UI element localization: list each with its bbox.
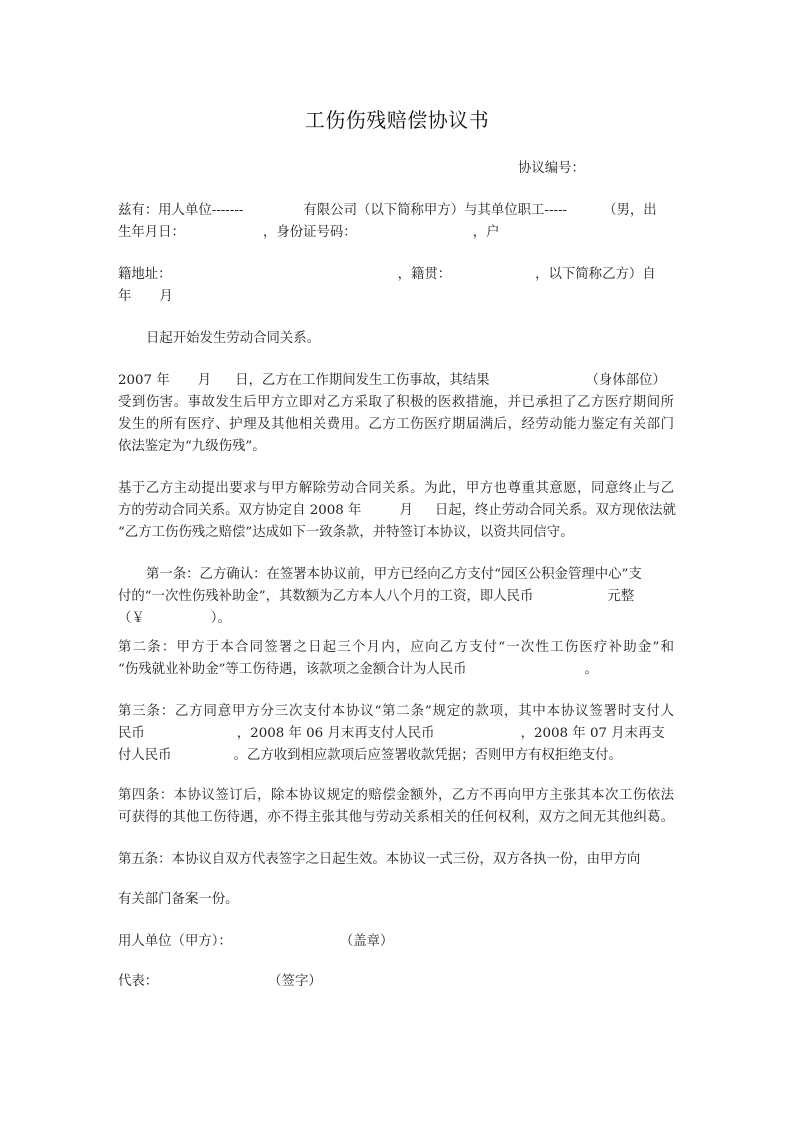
agreement-number-label: 协议编号： — [518, 161, 585, 176]
incident-text: （身体部位） — [585, 373, 666, 388]
representative-signature-line — [118, 971, 322, 993]
incident-text: 日，乙方在工作期间发生工伤事故，其结果 — [235, 373, 490, 388]
intro-line-5: 日起开始发生劳动合同关系。 — [146, 331, 321, 346]
article-2-line-2 — [118, 659, 598, 681]
article-1-text: （￥ — [118, 611, 145, 626]
article-3-text: ，2008 年 07 月末再支 — [520, 726, 665, 741]
employer-seal: （盖章） — [339, 934, 394, 949]
incident-line-4: 依法鉴定为“九级伤残”。 — [118, 439, 266, 454]
article-5-line-2: 有关部门备案一份。 — [118, 892, 239, 907]
termination-text: 方的劳动合同关系。双方协定自 2008 年 — [118, 503, 362, 518]
article-2-text: “伤残就业补助金”等工伤待遇，该款项之金额合计为人民币 — [118, 662, 467, 677]
employer-signature-line — [118, 931, 393, 953]
article-4-line-2: 可获得的其他工伤待遇，亦不得主张其他与劳动关系相关的任何权利，双方之间无其他纠葛。 — [118, 810, 674, 825]
article-3-line-1: 第三条：乙方同意甲方分三次支付本协议“第二条”规定的款项，其中本协议签署时支付人 — [118, 704, 674, 719]
article-3-line-2 — [118, 723, 665, 745]
article-1-line-3 — [118, 608, 231, 630]
intro-line-3 — [118, 264, 656, 286]
intro-line-1 — [118, 200, 657, 222]
intro-text: 生年月日： — [118, 225, 185, 240]
incident-text: 月 — [197, 373, 212, 388]
incident-text: 2007 年 — [118, 373, 170, 388]
intro-line-4 — [118, 286, 173, 308]
intro-text: 有限公司（以下简称甲方）与其单位职工----- — [303, 203, 568, 218]
intro-text: ，籍贯： — [397, 267, 452, 282]
article-2-text: 。 — [584, 662, 598, 677]
intro-text: ，身份证号码： — [262, 225, 357, 240]
document-title: 工伤伤残赔偿协议书 — [304, 108, 490, 132]
intro-text: 月 — [159, 289, 173, 304]
article-4-line-1: 第四条：本协议签订后，除本协议规定的赔偿金额外，乙方不再向甲方主张其本次工伤依法 — [118, 788, 674, 803]
intro-text: ，以下简称乙方）自 — [535, 267, 656, 282]
article-3-text: ，2008 年 06 月末再支付人民币 — [236, 726, 435, 741]
article-2-line-1: 第二条：甲方于本合同签署之日起三个月内，应向乙方支付“一次性工伤医疗补助金”和 — [118, 640, 674, 655]
article-3-line-3 — [118, 745, 622, 767]
article-1-text: 元整 — [607, 589, 635, 604]
intro-text: 兹有：用人单位------- — [118, 203, 244, 218]
article-1-line-1: 第一条：乙方确认：在签署本协议前，甲方已经向乙方支付“园区公积金管理中心”支 — [146, 567, 642, 582]
termination-line-3: “乙方工伤伤残之赔偿”达成如下一致条款，并特签订本协议，以资共同信守。 — [118, 525, 574, 540]
termination-line-2 — [118, 500, 676, 522]
intro-text: ，户 — [472, 225, 500, 240]
representative-sign: （签字） — [268, 974, 322, 989]
article-1-line-2 — [118, 586, 634, 608]
intro-text: 籍地址： — [118, 267, 172, 282]
representative-label: 代表： — [118, 974, 159, 989]
incident-line-1 — [118, 370, 666, 392]
termination-text: 月 — [399, 503, 413, 518]
incident-line-2: 受到伤害。事故发生后甲方立即对乙方采取了积极的医救措施，并已承担了乙方医疗期间所 — [118, 395, 674, 410]
employer-label: 用人单位（甲方）： — [118, 934, 232, 949]
intro-text: 年 — [118, 289, 132, 304]
incident-line-3: 发生的所有医疗、护理及其他相关费用。乙方工伤医疗期届满后，经劳动能力鉴定有关部门 — [118, 417, 674, 432]
termination-text: 日起，终止劳动合同关系。双方现依法就 — [434, 503, 676, 518]
intro-text: （男，出 — [603, 203, 657, 218]
intro-line-2 — [118, 222, 499, 244]
article-3-text: 付人民币 — [118, 748, 172, 763]
article-3-text: 。乙方收到相应款项后应签署收款凭据；否则甲方有权拒绝支付。 — [233, 748, 622, 763]
termination-line-1: 基于乙方主动提出要求与甲方解除劳动合同关系。为此，甲方也尊重其意愿，同意终止与乙 — [118, 481, 674, 496]
article-3-text: 民币 — [118, 726, 145, 741]
article-1-text: ）。 — [210, 611, 231, 626]
article-5-line-1: 第五条：本协议自双方代表签字之日起生效。本协议一式三份，双方各执一份，由甲方向 — [118, 852, 641, 867]
article-1-text: 付的“一次性伤残补助金”，其数额为乙方本人八个月的工资，即人民币 — [118, 589, 534, 604]
